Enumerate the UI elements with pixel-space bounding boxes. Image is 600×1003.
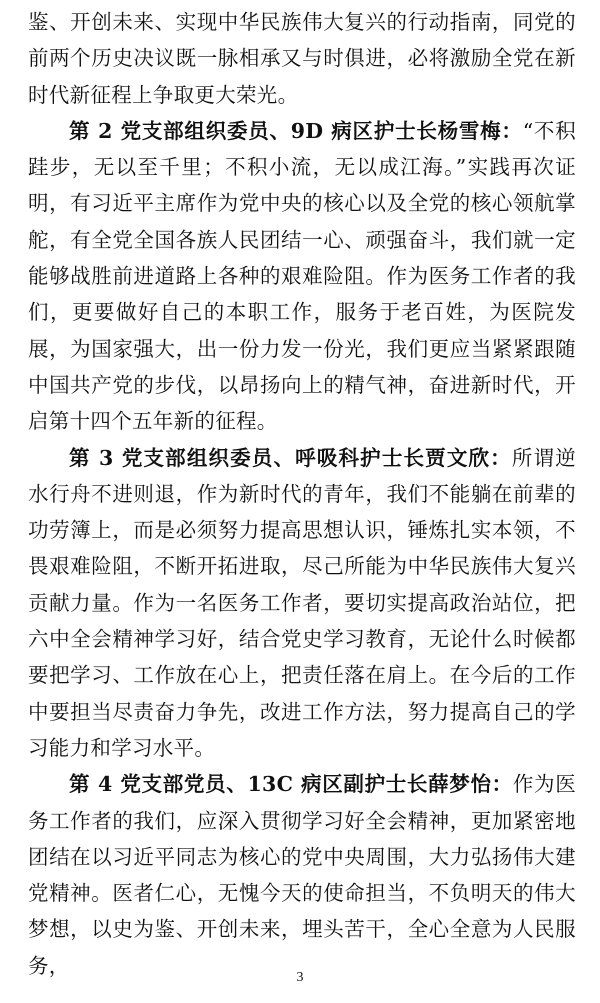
- paragraph-text: 作为医务工作者的我们，应深入贯彻学习好全会精神，更加紧密地团结在以习近平同志为核心的党中央周围，大力弘扬伟大建党精神。医者仁心，无愧今天的使命担当，不负明天的伟大梦想，以史为鉴、开创未来，埋头苦干，全心全意为人民服务，: [28, 772, 577, 978]
- paragraph-jia-wenxin: [28, 440, 576, 767]
- paragraph-text: 鉴、开创未来、实现中华民族伟大复兴的行动指南，同党的前两个历史决议既一脉相承又与时俱进，必将激励全党在新时代新征程上争取更大荣光。: [28, 10, 576, 107]
- paragraph-text: 所谓逆水行舟不进则退，作为新时代的青年，我们不能躺在前辈的功劳簿上，而是必须努力提高思想认识，锤炼扎实本领，不畏艰难险阻，不断开拓进取，尽己所能为中华民族伟大复兴贡献力量。作为一名医务工作者，要切实提高政治站位，把六中全会精神学习好，结合党史学习教育，无论什么时候都要把学习、工作放在心上，把责任落在肩上。在今后的工作中要担当尽责奋力争先，改进工作方法，努力提高自己的学习能力和学习水平。: [28, 445, 576, 760]
- speaker-name: 第 3 党支部组织委员、呼吸科护士长贾文欣：: [69, 445, 512, 470]
- page-number: 3: [296, 970, 304, 985]
- paragraph-xue-mengyi: [28, 766, 576, 984]
- paragraph-text: “不积跬步，无以至千里；不积小流，无以成江海。”实践再次证明，有习近平主席作为党中央的核心以及全党的核心领航掌舵，有全党全国各族人民团结一心、顽强奋斗，我们就一定能够战胜前进道路上各种的艰难险阻。作为医务工作者的我们，更要做好自己的本职工作，服务于老百姓，为医院发展，为国家强大，出一份力发一份光，我们更应当紧紧跟随中国共产党的步伐，以昂扬向上的精气神，奋进新时代，开启第十四个五年新的征程。: [28, 118, 576, 434]
- speaker-name: 第 4 党支部党员、13C 病区副护士长薛梦怡：: [69, 772, 513, 797]
- speaker-name: 第 2 党支部组织委员、9D 病区护士长杨雪梅：: [69, 118, 523, 143]
- paragraph-continuation: [28, 4, 576, 113]
- paragraph-yang-xuemei: [28, 113, 576, 440]
- document-body: [28, 4, 576, 984]
